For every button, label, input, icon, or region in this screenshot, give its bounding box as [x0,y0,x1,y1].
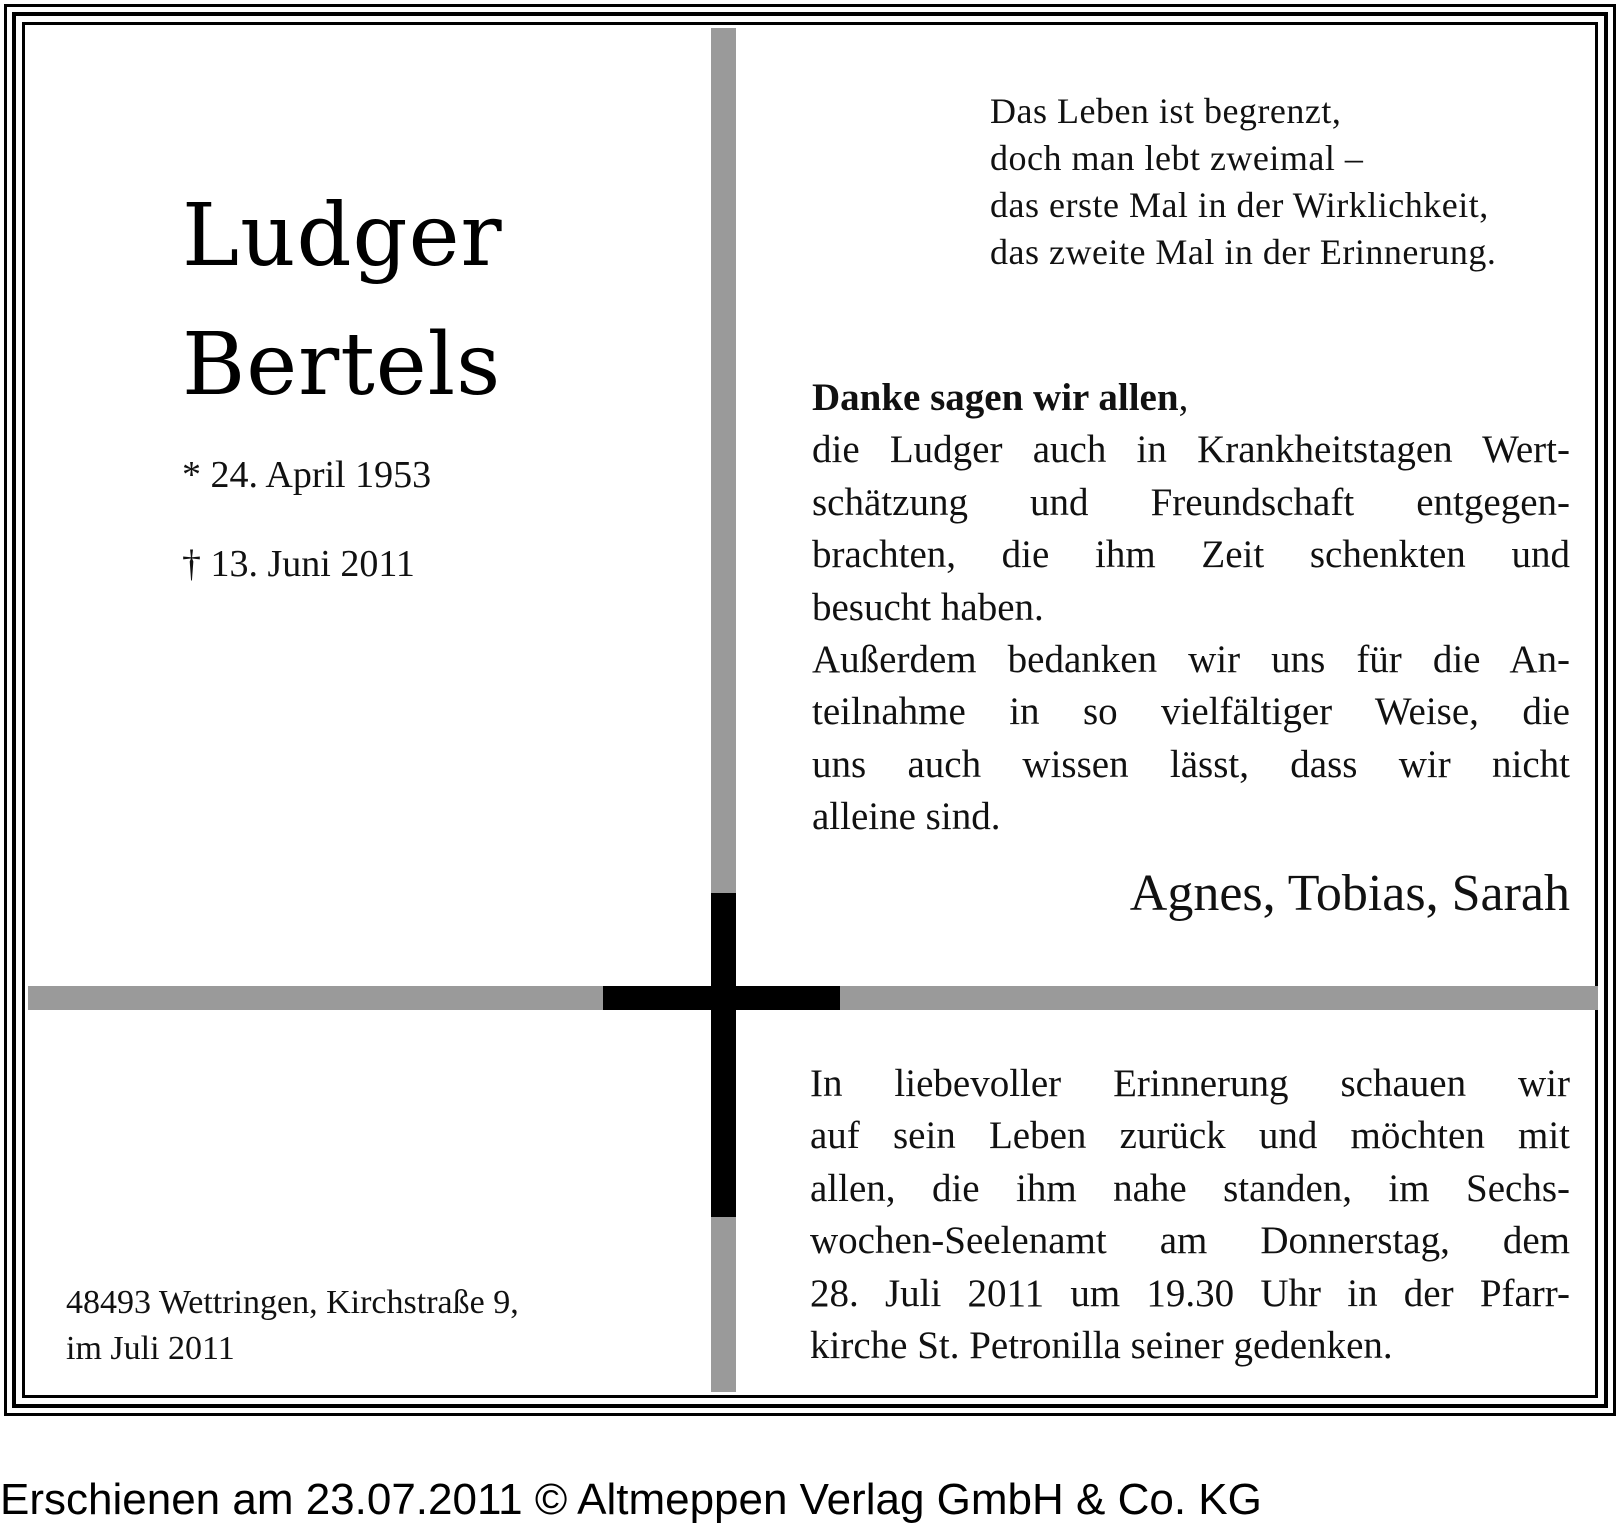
address-date: im Juli 2011 [66,1330,235,1367]
last-name: Bertels [182,315,502,415]
memorial-text [810,1058,1570,1372]
memorial-line: kirche St. Petronilla seiner gedenken. [810,1324,1393,1368]
thanks-line: die Ludger auch in Krankheitstagen Wert- [812,428,1570,472]
thanks-line: Außerdem bedanken wir uns für die An- [812,638,1570,682]
death-date: † 13. Juni 2011 [182,543,415,585]
memorial-line: In liebevoller Erinnerung schauen wir [810,1062,1570,1105]
quote [990,88,1496,276]
address-line: 48493 Wettringen, Kirchstraße 9, [66,1284,519,1321]
publication-footer: Erschienen am 23.07.2011 © Altmeppen Verlag GmbH & Co. KG [0,1475,1262,1524]
thanks-line: alleine sind. [812,795,1001,839]
thanks-line: brachten, die ihm Zeit schenkten und [812,533,1570,577]
first-name: Ludger [182,186,503,286]
memorial-line: auf sein Leben zurück und möchten mit [810,1114,1570,1158]
quote-line: das erste Mal in der Wirklichkeit, [990,185,1489,225]
quote-line: das zweite Mal in der Erinnerung. [990,232,1497,272]
thanks-line: teilnahme in so vielfältiger Weise, die [812,690,1570,734]
address [66,1280,519,1372]
signers: Agnes, Tobias, Sarah [1129,865,1570,922]
memorial-line: wochen-Seelenamt am Donnerstag, dem [810,1219,1570,1263]
thanks-text [812,372,1570,844]
quote-line: doch man lebt zweimal – [990,138,1364,178]
birth-date: * 24. April 1953 [182,454,432,496]
thanks-heading: Danke sagen wir allen, [812,376,1189,419]
memorial-line: 28. Juli 2011 um 19.30 Uhr in der Pfarr- [810,1271,1570,1315]
thanks-line: uns auch wissen lässt, dass wir nicht [812,742,1570,786]
quote-line: Das Leben ist begrenzt, [990,91,1342,131]
thanks-line: schätzung und Freundschaft entgegen- [812,480,1570,524]
thanks-line: besucht haben. [812,585,1044,629]
memorial-line: allen, die ihm nahe standen, im Sechs- [810,1166,1570,1210]
